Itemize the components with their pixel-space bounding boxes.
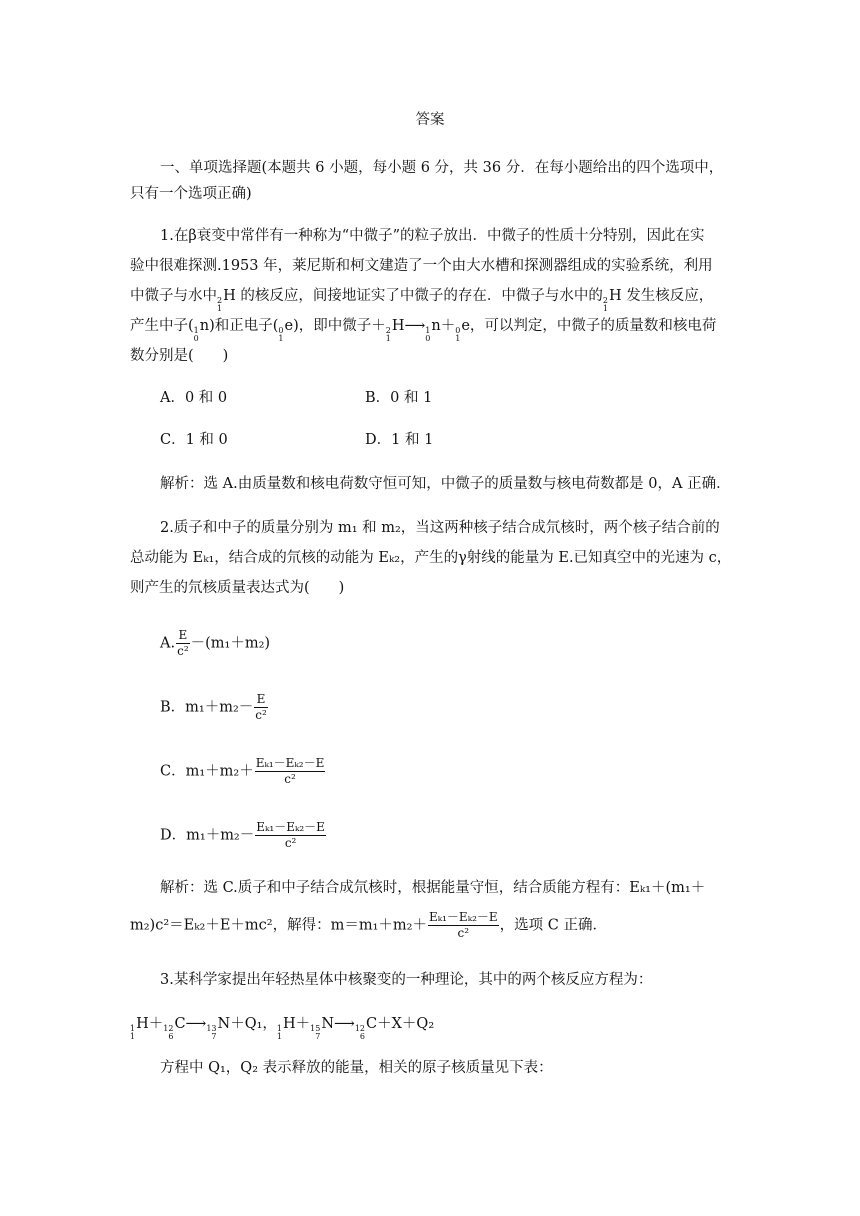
- q3-line1: 3.某科学家提出年轻热星体中核聚变的一种理论，其中的两个核反应方程为：: [160, 972, 653, 988]
- q2-line2: 总动能为 Eₖ₁，结合成的氘核的动能为 Eₖ₂，产生的γ射线的能量为 E.已知真空中的光速为 c，: [130, 550, 732, 566]
- q1-option-d: D．1 和 1: [365, 432, 434, 448]
- section-heading-line2: 只有一个选项正确): [130, 186, 252, 202]
- q2-option-a: A. $\frac{E}{\text{c²}}$ －(m₁＋m₂): [160, 628, 271, 658]
- q1-line2: 验中很难探测.1953 年，莱尼斯和柯文建造了一个由大水槽和探测器组成的实验系统，利用: [130, 258, 713, 274]
- q2-line3: 则产生的氘核质量表达式为( ): [130, 580, 345, 596]
- q1-line3: 中微子与水中 2 1 H 的核反应，间接地证实了中微子的存在．中微子与水中的 2 1 H 发生核反应，: [130, 288, 714, 313]
- q1-option-a: A．0 和 0: [160, 390, 228, 406]
- q2-option-b: B．m₁＋m₂－ $\frac{E}{\text{c²}}$: [160, 692, 267, 722]
- section-heading-line1: 一、单项选择题(本题共 6 小题，每小题 6 分，共 36 分．在每小题给出的四个选项中，: [160, 160, 724, 176]
- page-title: 答案: [415, 112, 445, 128]
- q2-analysis-line2: m₂)c²＝Eₖ₂＋E＋mc²，解得：m＝m₁＋m₂＋ $\frac{\text{Eₖ₁－Eₖ₂－E}}{\text{c²}}$ ，选项 C 正确．: [130, 910, 607, 940]
- q1-line4: 产生中子( 1 0 n)和正电子( 0 1 e)，即中微子＋ 2 1 H⟶ 1 0 n＋ 0 1 e，可以判定，中微子的质量数和核电荷: [130, 318, 717, 343]
- q3-line3: 方程中 Q₁，Q₂ 表示释放的能量，相关的原子核质量见下表：: [160, 1060, 553, 1076]
- q3-equations: 1 1 H＋ 12 6 C⟶ 13 7 N＋Q₁， 1 1 H＋ 15 7 N⟶ 12 6 C＋X＋Q₂: [130, 1016, 435, 1041]
- q2-option-d: D．m₁＋m₂－ $\frac{\text{Eₖ₁－Eₖ₂－E}}{\text{c²}}$: [160, 820, 325, 850]
- q1-line5: 数分别是( ): [130, 348, 229, 364]
- q1-option-b: B．0 和 1: [365, 390, 433, 406]
- q2-line1: 2.质子和中子的质量分别为 m₁ 和 m₂，当这两种核子结合成氘核时，两个核子结合前的: [160, 520, 720, 536]
- q1-line1: 1.在β衰变中常伴有一种称为“中微子”的粒子放出．中微子的性质十分特别，因此在实: [160, 228, 705, 244]
- q2-option-c: C．m₁＋m₂＋ $\frac{\text{Eₖ₁－Eₖ₂－E}}{\text{c²}}$: [160, 756, 325, 786]
- q2-analysis-line1: 解析：选 C.质子和中子结合成氘核时，根据能量守恒，结合质能方程有：Eₖ₁＋(m₁＋: [160, 880, 706, 896]
- q1-option-c: C．1 和 0: [160, 432, 228, 448]
- q1-analysis: 解析：选 A.由质量数和核电荷数守恒可知，中微子的质量数与核电荷数都是 0，A 正确．: [160, 476, 731, 492]
